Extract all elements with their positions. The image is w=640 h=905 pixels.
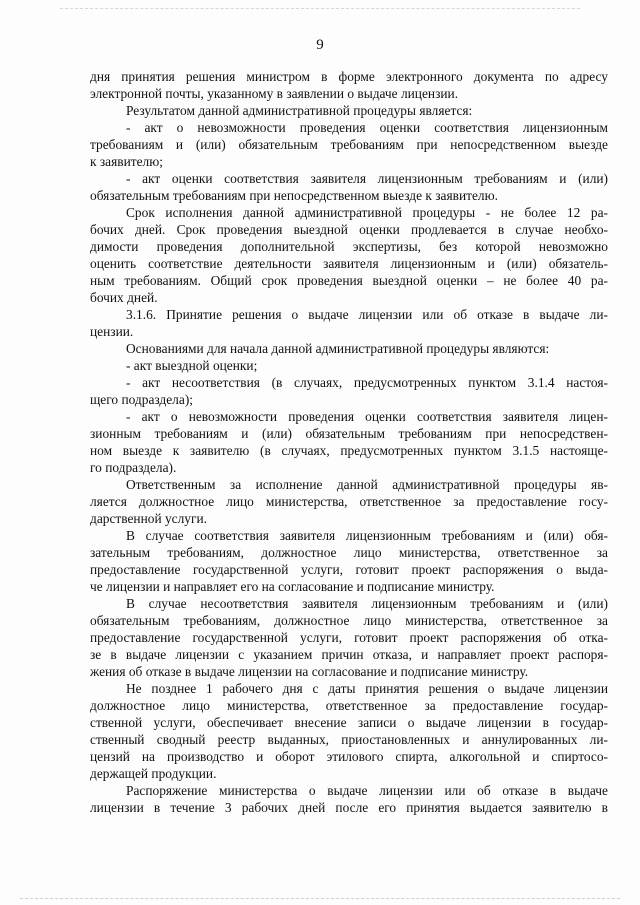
paragraph xyxy=(90,119,608,170)
text-line: цензий на производство и оборот этилового спирта, алкогольной и спиртосо- xyxy=(90,749,608,764)
text-line: зательным требованиям, должностное лицо министерства, ответственное за xyxy=(90,545,608,560)
text-line: го подраздела). xyxy=(90,460,177,475)
text-line: к заявителю; xyxy=(90,154,163,169)
text-line: димости проведения дополнительной экспертизы, без которой невозможно xyxy=(90,239,608,254)
text-line: ляется должностное лицо министерства, ответственное за предоставление госу- xyxy=(90,494,608,509)
text-line: ным требованиям. Общий срок проведения выездной оценки – не более 40 ра- xyxy=(90,273,608,288)
text-line: - акт о невозможности проведения оценки соответствия заявителя лицен- xyxy=(126,409,608,424)
paragraph xyxy=(90,170,608,204)
scan-top-edge xyxy=(60,8,580,9)
text-line: бочих дней. xyxy=(90,290,158,305)
text-line: цензии. xyxy=(90,324,134,339)
paragraph xyxy=(90,306,608,340)
text-line: че лицензии и направляет его на согласование и подписание министру. xyxy=(90,579,495,594)
text-line: Ответственным за исполнение данной административной процедуры яв- xyxy=(126,477,608,492)
paragraph xyxy=(90,68,608,102)
text-line: - акт несоответствия (в случаях, предусмотренных пунктом 3.1.4 настоя- xyxy=(126,375,608,390)
text-line: жения об отказе в выдаче лицензии на согласование и подписание министру. xyxy=(90,664,529,679)
text-line: оценить соответствие деятельности заявителя лицензионным и (или) обязатель- xyxy=(90,256,608,271)
paragraph xyxy=(90,204,608,306)
page-number: 9 xyxy=(316,37,324,53)
text-line: щего подраздела); xyxy=(90,392,193,407)
text-line: обязательным требованиям при непосредственном выезде к заявителю. xyxy=(90,188,498,203)
paragraph xyxy=(90,476,608,527)
text-line: предоставление государственной услуги, готовит проект распоряжения о выда- xyxy=(90,562,608,577)
text-line: 3.1.6. Принятие решения о выдаче лицензии или об отказе в выдаче ли- xyxy=(126,307,608,322)
text-line: Распоряжение министерства о выдаче лицензии или об отказе в выдаче xyxy=(126,783,608,798)
text-line: - акт о невозможности проведения оценки соответствия лицензионным xyxy=(126,120,608,135)
paragraph xyxy=(90,782,608,816)
text-line: Основаниями для начала данной административной процедуры являются: xyxy=(126,341,550,356)
paragraph xyxy=(90,527,608,595)
text-line: ном выезде к заявителю (в случаях, предусмотренных пунктом 3.1.5 настояще- xyxy=(90,443,608,458)
paragraph xyxy=(90,357,608,374)
paragraph xyxy=(90,102,608,119)
text-line: должностное лицо министерства, ответственное за предоставление государ- xyxy=(90,698,608,713)
text-line: Не позднее 1 рабочего дня с даты принятия решения о выдаче лицензии xyxy=(126,681,608,696)
text-line: - акт выездной оценки; xyxy=(126,358,258,373)
text-line: - акт оценки соответствия заявителя лицензионным требованиям и (или) xyxy=(126,171,608,186)
text-line: Срок исполнения данной административной процедуры - не более 12 ра- xyxy=(126,205,608,220)
paragraph xyxy=(90,374,608,408)
text-line: лицензии в течение 3 рабочих дней после его принятия выдается заявителю в xyxy=(90,800,608,815)
paragraph xyxy=(90,340,608,357)
text-line: ственный сводный реестр выданных, приостановленных и аннулированных ли- xyxy=(90,732,608,747)
text-line: обязательным требованиям, должностное лицо министерства, ответственное за xyxy=(90,613,608,628)
text-line: зе в выдаче лицензии с указанием причин отказа, и направляет проект распоря- xyxy=(90,647,608,662)
text-line: Результатом данной административной процедуры является: xyxy=(126,103,473,118)
text-line: держащей продукции. xyxy=(90,766,217,781)
paragraph xyxy=(90,595,608,680)
text-line: зионным требованиям и (или) обязательным требованиям при непосредствен- xyxy=(90,426,608,441)
text-line: дарственной услуги. xyxy=(90,511,207,526)
scan-bottom-edge xyxy=(20,898,620,899)
text-line: дня принятия решения министром в форме электронного документа по адресу xyxy=(90,69,608,84)
text-line: требованиям и (или) обязательным требованиям при непосредственном выезде xyxy=(90,137,608,152)
paragraph xyxy=(90,408,608,476)
text-line: В случае соответствия заявителя лицензионным требованиям и (или) обя- xyxy=(126,528,608,543)
text-line: электронной почты, указанному в заявлении о выдаче лицензии. xyxy=(90,86,459,101)
paragraph xyxy=(90,680,608,782)
text-line: предоставление государственной услуги, готовит проект распоряжения об отка- xyxy=(90,630,608,645)
document-body xyxy=(90,68,608,816)
text-line: ственной услуги, обеспечивает внесение записи о выдаче лицензии в государ- xyxy=(90,715,608,730)
text-line: В случае несоответствия заявителя лицензионным требованиям и (или) xyxy=(126,596,608,611)
text-line: бочих дней. Срок проведения выездной оценки продлевается в случае необхо- xyxy=(90,222,608,237)
